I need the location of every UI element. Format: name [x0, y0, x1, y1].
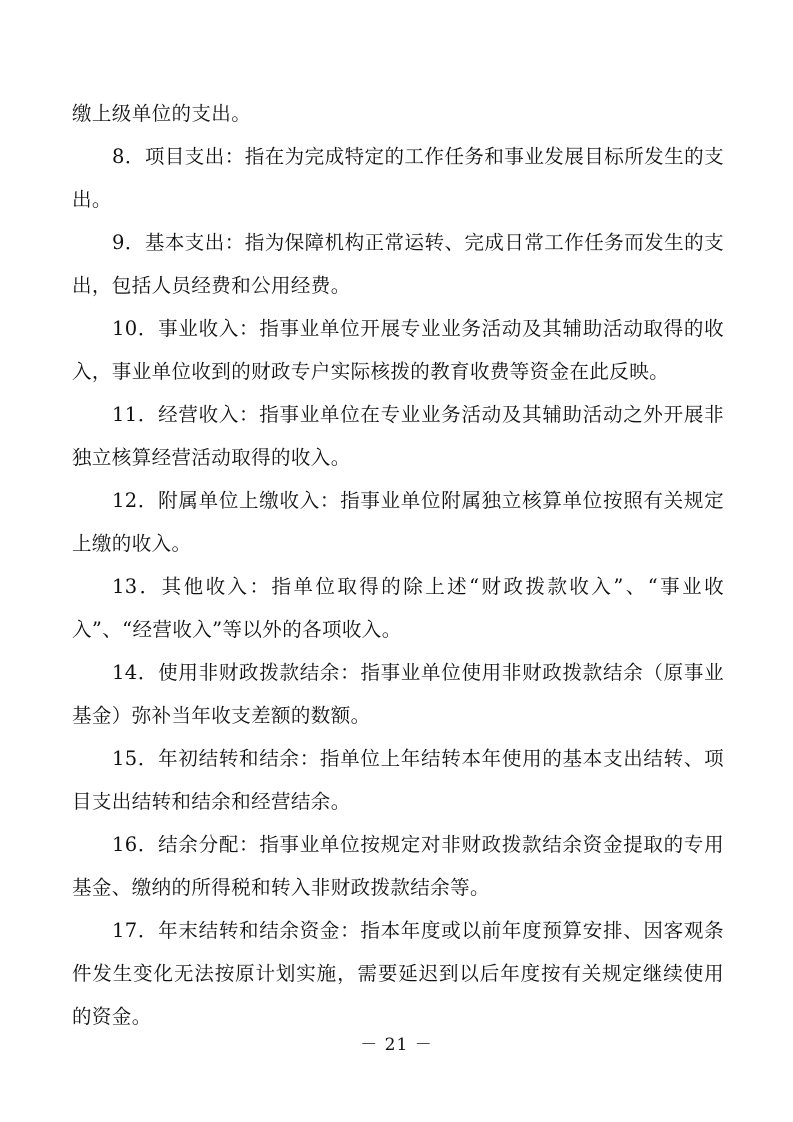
- paragraph: 15．年初结转和结余：指单位上年结转本年使用的基本支出结转、项目支出结转和结余和经营结余。: [72, 747, 724, 813]
- paragraph: 12．附属单位上缴收入：指事业单位附属独立核算单位按照有关规定上缴的收入。: [72, 489, 724, 555]
- paragraph: 17．年末结转和结余资金：指本年度或以前年度预算安排、因客观条件发生变化无法按原计划实施，需要延迟到以后年度按有关规定继续使用的资金。: [72, 919, 724, 1028]
- paragraph: 9．基本支出：指为保障机构正常运转、完成日常工作任务而发生的支出，包括人员经费和公用经费。: [72, 231, 724, 297]
- paragraph: 13．其他收入：指单位取得的除上述“财政拨款收入”、“事业收入”、“经营收入”等以外的各项收入。: [72, 575, 724, 641]
- paragraph: 8．项目支出：指在为完成特定的工作任务和事业发展目标所发生的支出。: [72, 145, 724, 211]
- paragraph: 缴上级单位的支出。: [72, 102, 252, 125]
- paragraph: 14．使用非财政拨款结余：指事业单位使用非财政拨款结余（原事业基金）弥补当年收支差额的数额。: [72, 661, 724, 727]
- page-number: － 21 －: [360, 1035, 433, 1055]
- paragraph: 11．经营收入：指事业单位在专业业务活动及其辅助活动之外开展非独立核算经营活动取得的收入。: [72, 403, 724, 469]
- paragraph: 10．事业收入：指事业单位开展专业业务活动及其辅助活动取得的收入，事业单位收到的财政专户实际核拨的教育收费等资金在此反映。: [72, 317, 724, 383]
- document-body: [72, 92, 724, 1038]
- paragraph: 16．结余分配：指事业单位按规定对非财政拨款结余资金提取的专用基金、缴纳的所得税和转入非财政拨款结余等。: [72, 833, 724, 899]
